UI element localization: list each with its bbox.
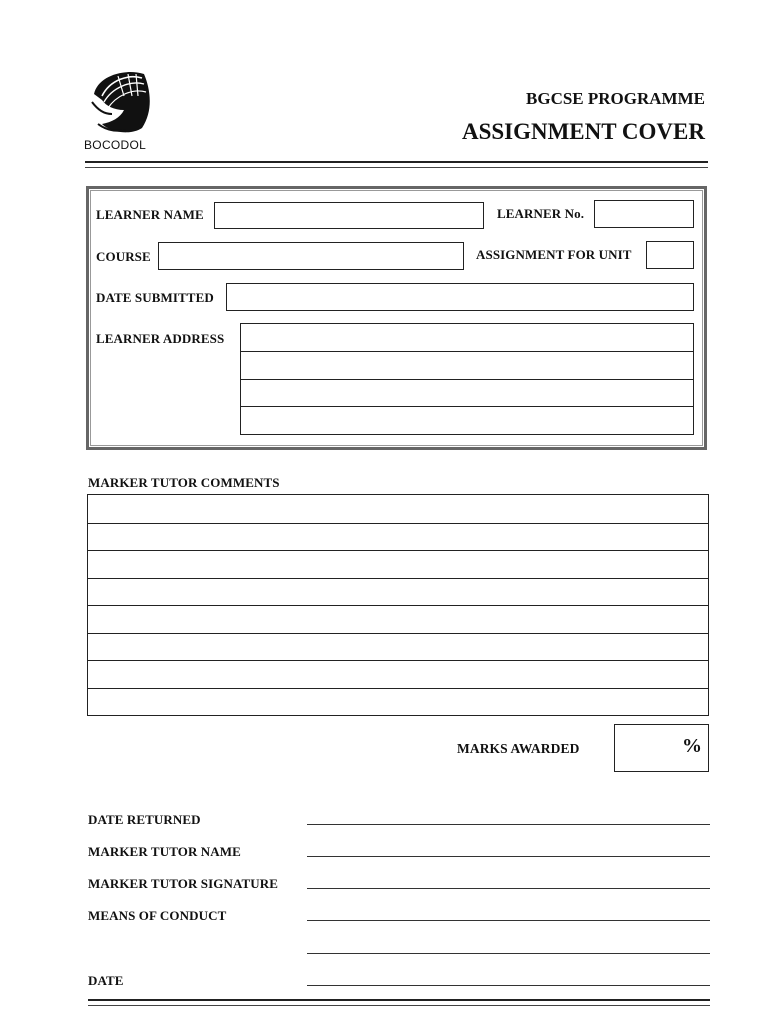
learner-no-label: LEARNER No. — [497, 206, 585, 221]
bocodol-logo — [84, 66, 164, 156]
address-line — [241, 406, 693, 407]
marker-tutor-name-line[interactable] — [307, 856, 710, 857]
footer-rule-bottom — [88, 1005, 710, 1006]
percent-sign: % — [682, 735, 702, 757]
date-submitted-field[interactable] — [226, 283, 694, 311]
date-line[interactable] — [307, 985, 710, 986]
page-title: ASSIGNMENT COVER — [461, 119, 705, 144]
comment-line — [88, 633, 708, 634]
comments-label: MARKER TUTOR COMMENTS — [88, 475, 280, 490]
marks-awarded-label: MARKS AWARDED — [457, 741, 580, 756]
marks-awarded-field[interactable] — [614, 724, 709, 772]
marker-tutor-signature-line[interactable] — [307, 888, 710, 889]
assignment-unit-field[interactable] — [646, 241, 694, 269]
comment-line — [88, 578, 708, 579]
means-of-conduct-line[interactable] — [307, 920, 710, 921]
marker-tutor-signature-label: MARKER TUTOR SIGNATURE — [88, 876, 279, 891]
learner-name-label: LEARNER NAME — [96, 207, 204, 222]
comment-line — [88, 523, 708, 524]
address-line — [241, 379, 693, 380]
learner-no-field[interactable] — [594, 200, 694, 228]
learner-name-field[interactable] — [214, 202, 484, 229]
comment-line — [88, 688, 708, 689]
means-of-conduct-label: MEANS OF CONDUCT — [88, 908, 227, 923]
means-of-conduct-line-2[interactable] — [307, 953, 710, 954]
assignment-unit-label: ASSIGNMENT FOR UNIT — [476, 247, 632, 262]
course-label: COURSE — [96, 249, 151, 264]
footer-rule-top — [88, 999, 710, 1001]
bocodol-logo-icon — [84, 66, 164, 138]
logo-text: BOCODOL — [84, 138, 147, 152]
date-label: DATE — [88, 973, 124, 988]
address-line — [241, 351, 693, 352]
comment-line — [88, 660, 708, 661]
date-submitted-label: DATE SUBMITTED — [96, 290, 214, 305]
course-field[interactable] — [158, 242, 464, 270]
header-rule-top — [85, 161, 708, 163]
date-returned-label: DATE RETURNED — [88, 812, 201, 827]
learner-address-label: LEARNER ADDRESS — [96, 331, 225, 346]
date-returned-line[interactable] — [307, 824, 710, 825]
comment-line — [88, 550, 708, 551]
header-rule-bottom — [85, 167, 708, 168]
marker-tutor-name-label: MARKER TUTOR NAME — [88, 844, 241, 859]
comment-line — [88, 605, 708, 606]
programme-title: BGCSE PROGRAMME — [526, 89, 705, 108]
learner-address-field[interactable] — [240, 323, 694, 435]
comments-box[interactable] — [87, 494, 709, 716]
